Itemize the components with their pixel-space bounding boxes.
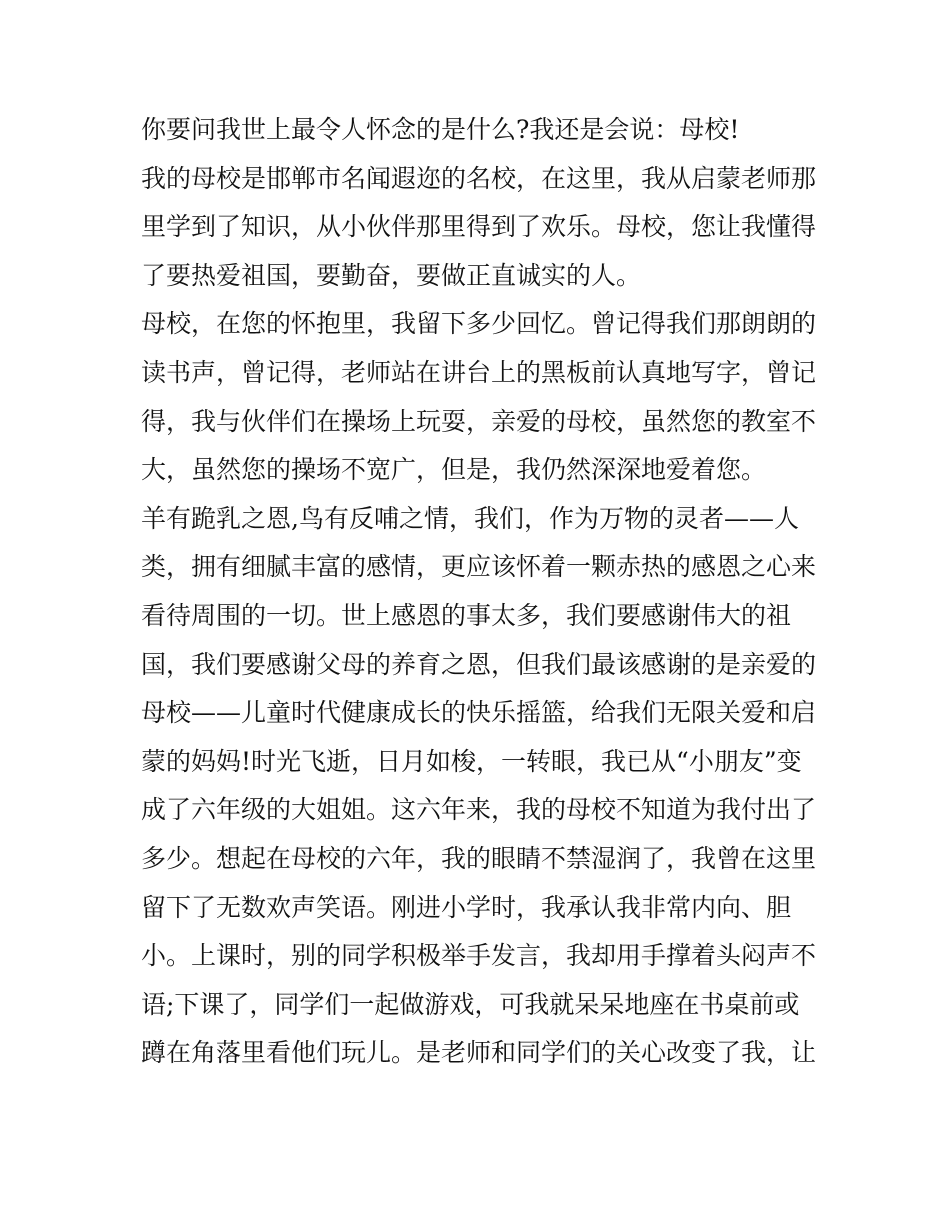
text-line-18: 小。上课时，别的同学积极举手发言，我却用手撑着头闷声不 <box>141 941 817 971</box>
text-line-10: 类，拥有细腻丰富的感情，更应该怀着一颗赤热的感恩之心来 <box>141 552 817 582</box>
text-line-19: 语;下课了，同学们一起做游戏，可我就呆呆地座在书桌前或 <box>141 989 800 1019</box>
text-line-7: 得，我与伙伴们在操场上玩耍，亲爱的母校，虽然您的教室不 <box>141 406 817 436</box>
text-line-12: 国，我们要感谢父母的养育之恩，但我们最该感谢的是亲爱的 <box>141 649 817 679</box>
text-line-11: 看待周围的一切。世上感恩的事太多，我们要感谢伟大的祖 <box>141 600 792 630</box>
text-line-9: 羊有跪乳之恩,鸟有反哺之情，我们，作为万物的灵者——人 <box>141 503 799 533</box>
text-line-15: 成了六年级的大姐姐。这六年来，我的母校不知道为我付出了 <box>141 795 817 825</box>
text-line-6: 读书声，曾记得，老师站在讲台上的黑板前认真地写字，曾记 <box>141 357 817 387</box>
text-line-14: 蒙的妈妈!时光飞逝，日月如梭，一转眼，我已从“小朋友”变 <box>141 746 802 776</box>
text-line-8: 大，虽然您的操场不宽广，但是，我仍然深深地爱着您。 <box>141 455 767 485</box>
text-line-5: 母校，在您的怀抱里，我留下多少回忆。曾记得我们那朗朗的 <box>141 309 817 339</box>
text-line-13: 母校——儿童时代健康成长的快乐摇篮，给我们无限关爱和启 <box>141 698 817 728</box>
text-line-20: 蹲在角落里看他们玩儿。是老师和同学们的关心改变了我，让 <box>141 1038 817 1068</box>
text-line-17: 留下了无数欢声笑语。刚进小学时，我承认我非常内向、胆 <box>141 892 792 922</box>
text-line-16: 多少。想起在母校的六年，我的眼睛不禁湿润了，我曾在这里 <box>141 843 817 873</box>
essay-body <box>141 106 821 1078</box>
text-line-1: 你要问我世上最令人怀念的是什么?我还是会说：母校! <box>141 115 740 144</box>
text-line-4: 了要热爱祖国，要勤奋，要做正直诚实的人。 <box>141 260 642 290</box>
text-line-2: 我的母校是邯郸市名闻遐迩的名校，在这里，我从启蒙老师那 <box>141 163 817 193</box>
text-line-3: 里学到了知识，从小伙伴那里得到了欢乐。母校，您让我懂得 <box>141 212 817 242</box>
